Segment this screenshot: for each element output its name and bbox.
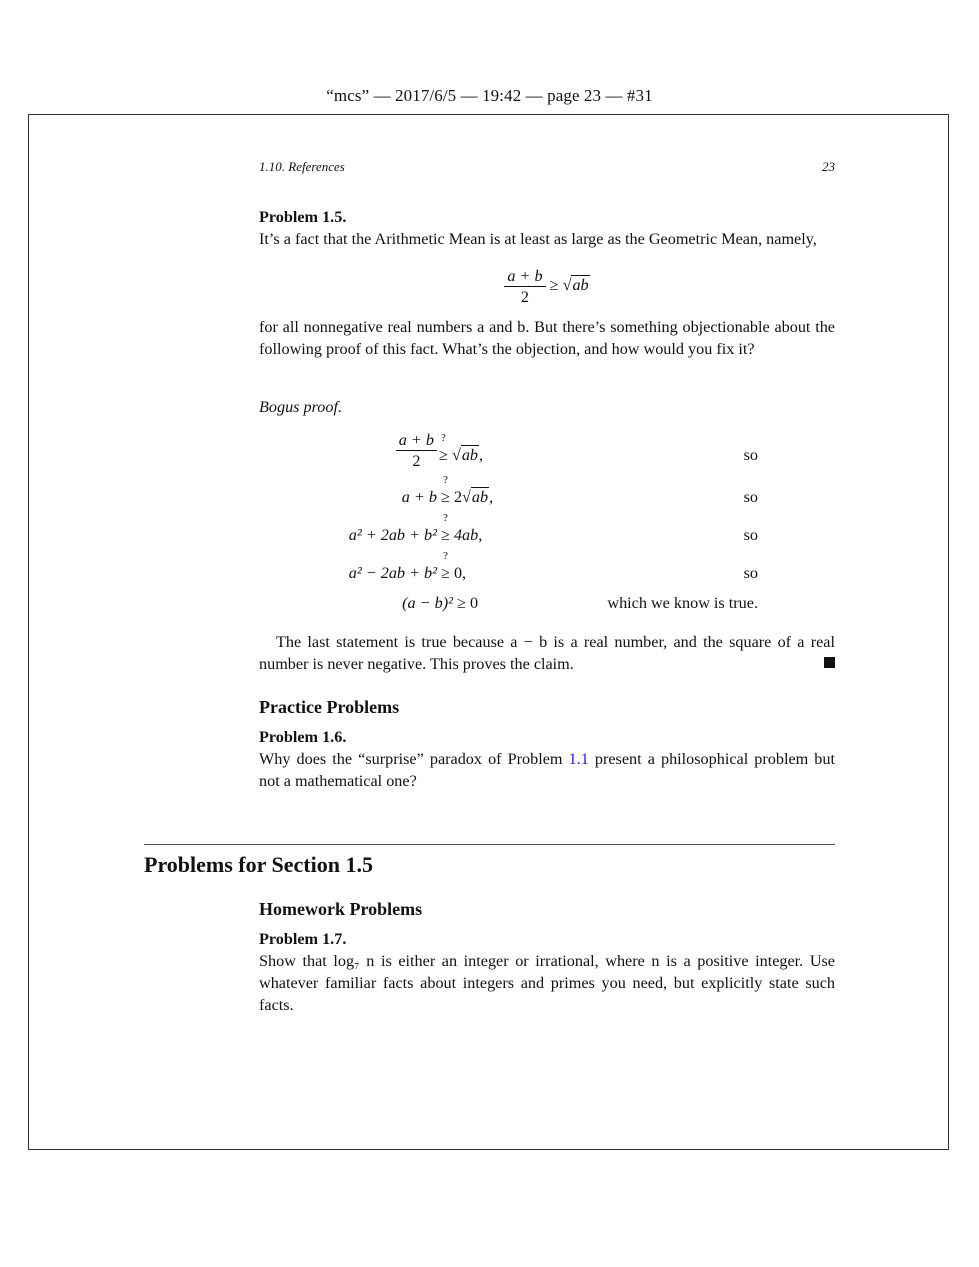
problem-1-1-link[interactable]: 1.1 xyxy=(568,750,589,768)
step-4-note: so xyxy=(743,564,758,582)
step-4-lhs: a² − 2ab + b² xyxy=(348,564,437,582)
homework-heading: Homework Problems xyxy=(259,899,423,919)
proof-label: Bogus proof. xyxy=(259,398,343,416)
practice-heading: Practice Problems xyxy=(259,697,400,717)
problem-1-5-intro: It’s a fact that the Arithmetic Mean is at least as large as the Geometric Mean, namely, xyxy=(259,230,817,248)
practice-section xyxy=(259,696,835,792)
proof-step-4 xyxy=(259,550,835,586)
problem-1-5-after: for all nonnegative real numbers a and b. But there’s something objectionable about the following proof of this fact. What’s the objection, and how would you fix it? xyxy=(259,318,835,358)
problem-1-5-title: Problem 1.5. xyxy=(259,208,347,226)
step-1-rhs: ? ≥ √ab, xyxy=(439,432,484,464)
radicand: ab xyxy=(572,276,589,295)
step-3-rhs-value: 4ab, xyxy=(453,526,483,544)
step-2-note: so xyxy=(743,488,758,506)
step-2-radicand: ab xyxy=(471,488,489,506)
geq-symbol: ≥ xyxy=(549,276,559,295)
step-4-rhs xyxy=(441,550,467,584)
step-1-numerator: a + b xyxy=(396,430,437,451)
qed-square-icon xyxy=(824,657,835,668)
section-rule xyxy=(144,844,835,845)
proof-step-3 xyxy=(259,512,835,548)
am-gm-fraction xyxy=(504,266,545,307)
problem-1-7-title: Problem 1.7. xyxy=(259,930,347,948)
step-4-rhs-value: 0, xyxy=(453,564,467,582)
step-3-lhs: a² + 2ab + b² xyxy=(348,526,437,544)
step-5-note: which we know is true. xyxy=(607,594,758,612)
problem-1-6-title: Problem 1.6. xyxy=(259,728,347,746)
problem-1-7-text: Show that log₇ n is either an integer or irrational, where n is a positive integer. Use whatever familiar facts about integers and primes you need, but explicitly state such facts. xyxy=(259,952,835,1014)
step-1-denominator: 2 xyxy=(412,452,421,470)
step-1-sqrt: √ab xyxy=(451,446,479,464)
fraction-denominator: 2 xyxy=(520,288,530,306)
step-3-rhs xyxy=(441,512,483,546)
problem-1-5 xyxy=(259,206,835,250)
step-2-sqrt: √ab xyxy=(462,488,489,506)
step-5-rhs: ≥ 0 xyxy=(457,594,479,612)
section-heading: Problems for Section 1.5 xyxy=(144,852,373,877)
step-2-coefficient: 2 xyxy=(453,488,463,506)
step-2-relation: ? ≥ xyxy=(441,474,450,506)
proof-conclusion-text: The last statement is true because a − b is a real number, and the square of a real number is never negative. This proves the claim. xyxy=(259,633,835,673)
problem-1-6-text xyxy=(259,748,835,792)
step-2-lhs: a + b xyxy=(401,488,437,506)
fraction-numerator: a + b xyxy=(504,266,545,287)
proof-step-1 xyxy=(259,431,835,470)
page-stamp: “mcs” — 2017/6/5 — 19:42 — page 23 — #31 xyxy=(326,86,653,105)
sqrt-expression: √ab xyxy=(562,276,589,295)
step-4-question-mark: ? xyxy=(442,550,448,562)
step-5-lhs: (a − b)² xyxy=(402,594,453,612)
step-3-relation: ? ≥ xyxy=(441,512,450,544)
step-1-radicand: ab xyxy=(461,446,479,464)
problem-1-6-text-before: Why does the “surprise” paradox of Problem xyxy=(259,750,569,768)
step-5-rhs-value: 0 xyxy=(469,594,479,612)
step-1-lhs xyxy=(396,430,437,471)
am-gm-display xyxy=(259,266,835,307)
qed-area xyxy=(259,631,835,675)
step-1-relation: ? ≥ xyxy=(439,432,448,464)
step-2-rhs: ? ≥ 2√ab, xyxy=(441,474,494,506)
page-number: 23 xyxy=(822,159,835,174)
proof-step-2 xyxy=(259,474,835,510)
step-3-note: so xyxy=(743,526,758,544)
step-1-note: so xyxy=(743,446,758,464)
running-head-section: 1.10. References xyxy=(259,159,345,174)
step-3-question-mark: ? xyxy=(442,512,448,524)
running-head xyxy=(259,159,835,175)
step-4-relation: ? ≥ xyxy=(441,550,450,582)
problem-1-6-text-after: present a philosophical problem but not a mathematical one? xyxy=(259,750,835,790)
step-1-question-mark: ? xyxy=(440,432,446,444)
step-1-fraction xyxy=(396,430,437,471)
step-2-question-mark: ? xyxy=(442,474,448,486)
homework-section xyxy=(259,898,835,1016)
proof-equations xyxy=(259,430,835,620)
proof-step-5 xyxy=(259,592,835,616)
